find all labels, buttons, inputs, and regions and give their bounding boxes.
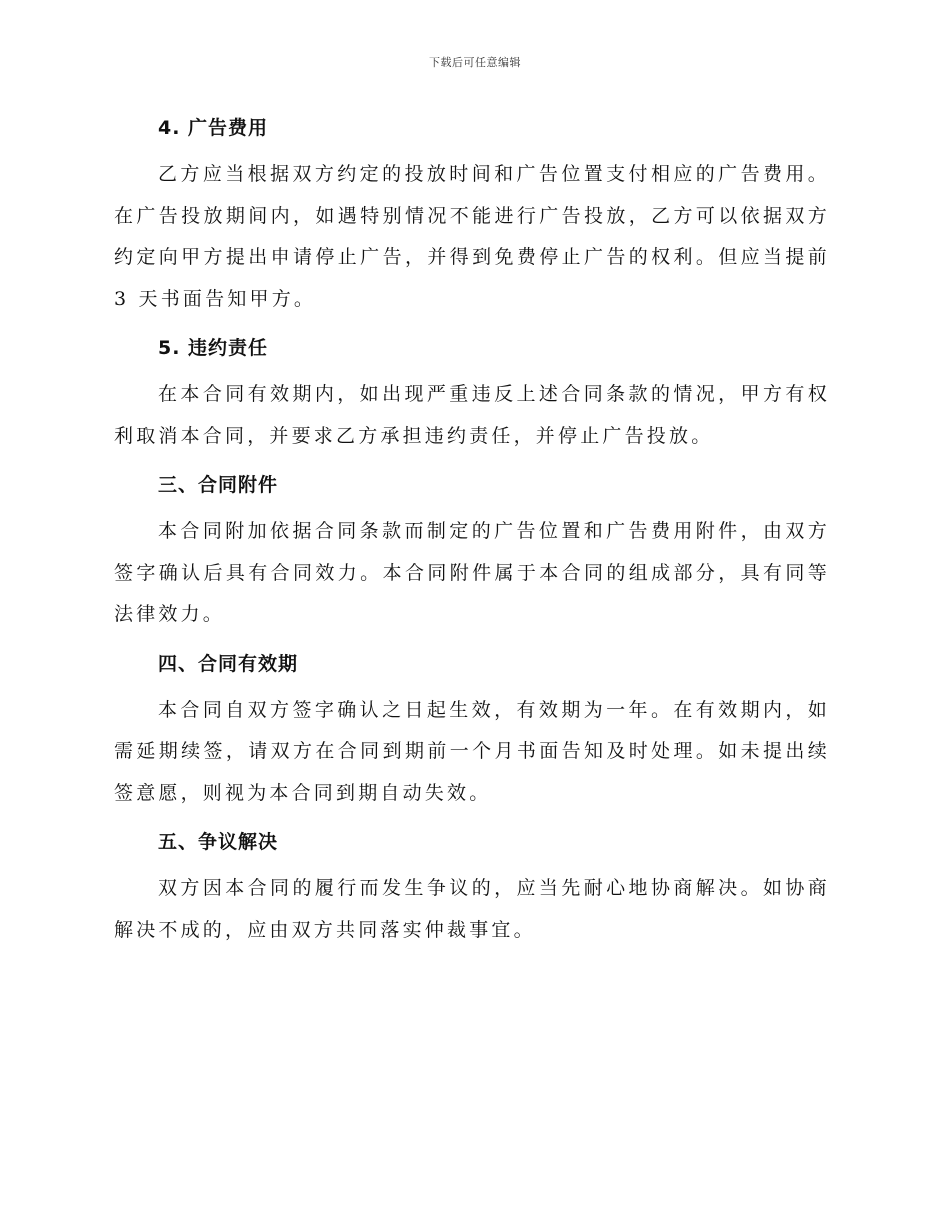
section-heading-breach: 5. 违约责任 [158,337,269,359]
section-heading-ad-fees: 4. 广告费用 [158,117,269,139]
section-heading-attachments: 三、合同附件 [158,474,279,496]
section-heading-validity: 四、合同有效期 [158,652,299,675]
section-body-attachments: 本合同附加依据合同条款而制定的广告位置和广告费用附件，由双方签字确认后具有合同效力。本合同附件属于本合同的组成部分，具有同等法律效力。 [114,520,830,625]
document-body [114,110,830,961]
section-body-disputes: 双方因本合同的履行而发生争议的，应当先耐心地协商解决。如协商解决不成的，应由双方共同落实仲裁事宜。 [114,877,830,941]
section-heading-disputes: 五、争议解决 [158,831,279,853]
section-body-breach: 在本合同有效期内，如出现严重违反上述合同条款的情况，甲方有权利取消本合同，并要求乙方承担违约责任，并停止广告投放。 [114,383,830,447]
section-body-validity: 本合同自双方签字确认之日起生效，有效期为一年。在有效期内，如需延期续签，请双方在合同到期前一个月书面告知及时处理。如未提出续签意愿，则视为本合同到期自动失效。 [114,698,830,804]
section-body-ad-fees: 乙方应当根据双方约定的投放时间和广告位置支付相应的广告费用。在广告投放期间内，如遇特别情况不能进行广告投放，乙方可以依据双方约定向甲方提出申请停止广告，并得到免费停止广告的权利。但应当提前 3 天书面告知甲方。 [114,163,830,310]
header-note: 下载后可任意编辑 [429,56,521,69]
